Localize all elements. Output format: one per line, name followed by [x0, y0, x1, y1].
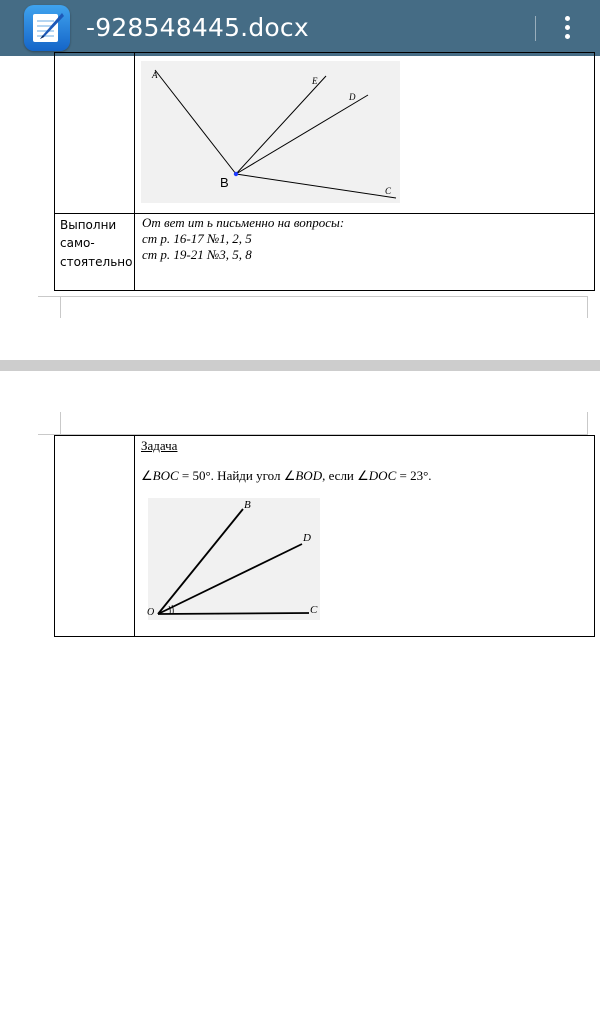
label-d: D: [349, 92, 356, 102]
lesson-table-page2: [54, 435, 595, 637]
table-row: [55, 214, 595, 291]
figure-cell: [135, 53, 595, 214]
label-line: стоятельно: [60, 255, 133, 269]
table-cell-empty: [55, 53, 135, 214]
assignment-line-2: ст р. 19-21 №3, 5, 8: [142, 247, 252, 262]
assignment-line-1: ст р. 16-17 №1, 2, 5: [142, 231, 252, 246]
label-a: A: [152, 70, 158, 80]
table-row: [55, 436, 595, 637]
label-c: C: [385, 186, 392, 196]
angle-sign: ∠: [283, 468, 296, 483]
task-text-part: = 50°. Найди угол: [178, 468, 284, 483]
task-cell: [135, 436, 595, 637]
page-corner-mark: [60, 296, 61, 318]
page-corner-mark: [60, 296, 588, 297]
angle-boc: BOC: [152, 468, 179, 483]
self-work-label: [55, 214, 135, 291]
notepad-pen-icon[interactable]: [24, 5, 70, 51]
table-cell-empty: [55, 436, 135, 637]
angle-bod: BOD: [295, 468, 323, 483]
lesson-table-page1: [54, 52, 595, 291]
label-b: B: [220, 175, 229, 190]
document-title: -928548445.docx: [86, 13, 309, 42]
task-statement: [141, 468, 594, 484]
label-c: C: [310, 604, 318, 616]
task-text-part: , если: [322, 468, 358, 483]
angle-doc: DOC: [368, 468, 397, 483]
label-d: D: [303, 532, 311, 544]
label-b: B: [244, 499, 251, 511]
page-corner-mark: [60, 412, 61, 434]
label-line: само-: [60, 236, 95, 250]
angle-sign: ∠: [141, 468, 153, 483]
page-corner-mark: [587, 412, 588, 434]
instruction-text: От вет ит ь письменно на вопросы:: [142, 215, 345, 230]
label-line: Выполни: [60, 218, 117, 232]
page-corner-mark: [38, 296, 60, 297]
app-bar: [0, 0, 600, 56]
task-title: Задача: [141, 438, 178, 453]
angle-sign: ∠: [357, 468, 369, 483]
page-separator: [0, 360, 600, 371]
page-corner-mark: [587, 296, 588, 318]
angle-figure-boc: [135, 498, 335, 628]
toolbar-divider: [535, 16, 536, 41]
overflow-menu-icon[interactable]: [552, 10, 582, 46]
self-work-content: [135, 214, 595, 291]
table-row: [55, 53, 595, 214]
task-text-part: = 23°.: [396, 468, 432, 483]
label-o: O: [147, 607, 155, 618]
label-e: E: [312, 76, 318, 86]
angle-figure-abc: [135, 53, 535, 213]
